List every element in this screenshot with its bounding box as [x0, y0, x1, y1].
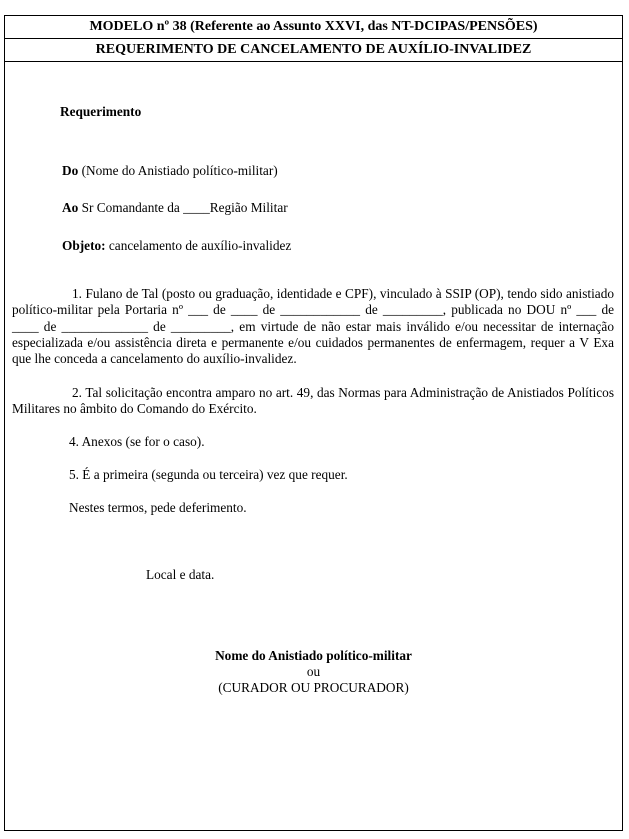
paragraph-2-text: 2. Tal solicitação encontra amparo no art. 49, das Normas para Administração de Anistiados Políticos Militares no âmbito do Comando do Exército.: [12, 385, 614, 417]
from-label: Do: [62, 163, 79, 178]
to-label: Ao: [62, 200, 79, 215]
signature-alternative: (CURADOR OU PROCURADOR): [218, 680, 409, 695]
to-line: [62, 200, 288, 216]
place-and-date: Local e data.: [146, 567, 215, 582]
paragraph-2: [12, 385, 614, 418]
model-line: MODELO nº 38 (Referente ao Assunto XXVI, das NT-DCIPAS/PENSÕES): [5, 16, 622, 39]
document-frame: [4, 15, 623, 831]
signature-name: Nome do Anistiado político-militar: [215, 648, 412, 663]
from-text: (Nome do Anistiado político-militar): [78, 163, 278, 178]
document-title: REQUERIMENTO DE CANCELAMENTO DE AUXÍLIO-INVALIDEZ: [5, 39, 622, 62]
paragraph-4: 4. Anexos (se for o caso).: [69, 434, 205, 449]
paragraph-1-text: 1. Fulano de Tal (posto ou graduação, identidade e CPF), vinculado à SSIP (OP), tendo sido anistiado político-militar pela Portaria nº ___ de ____ de ____________ de _________, publicada no DOU nº ___ de ____ de _____________ de _________, em virtude de não estar mais inválido e/ou necessitar de internação especializada e/ou assistência direta e permanente e/ou cuidados permanentes de enfermagem, requer a V Exa que lhe conceda a cancelamento do auxílio-invalidez.: [12, 286, 614, 367]
from-line: [62, 163, 278, 179]
to-text: Sr Comandante da ____Região Militar: [78, 200, 288, 215]
subject-line: [62, 238, 291, 254]
subject-label: Objeto:: [62, 238, 106, 253]
paragraph-1: [12, 286, 614, 367]
signature-or: ou: [306, 664, 321, 679]
subject-text: cancelamento de auxílio-invalidez: [105, 238, 292, 253]
paragraph-5: 5. É a primeira (segunda ou terceira) vez que requer.: [69, 467, 348, 482]
closing-line: Nestes termos, pede deferimento.: [69, 500, 247, 515]
document-heading: Requerimento: [60, 104, 142, 119]
